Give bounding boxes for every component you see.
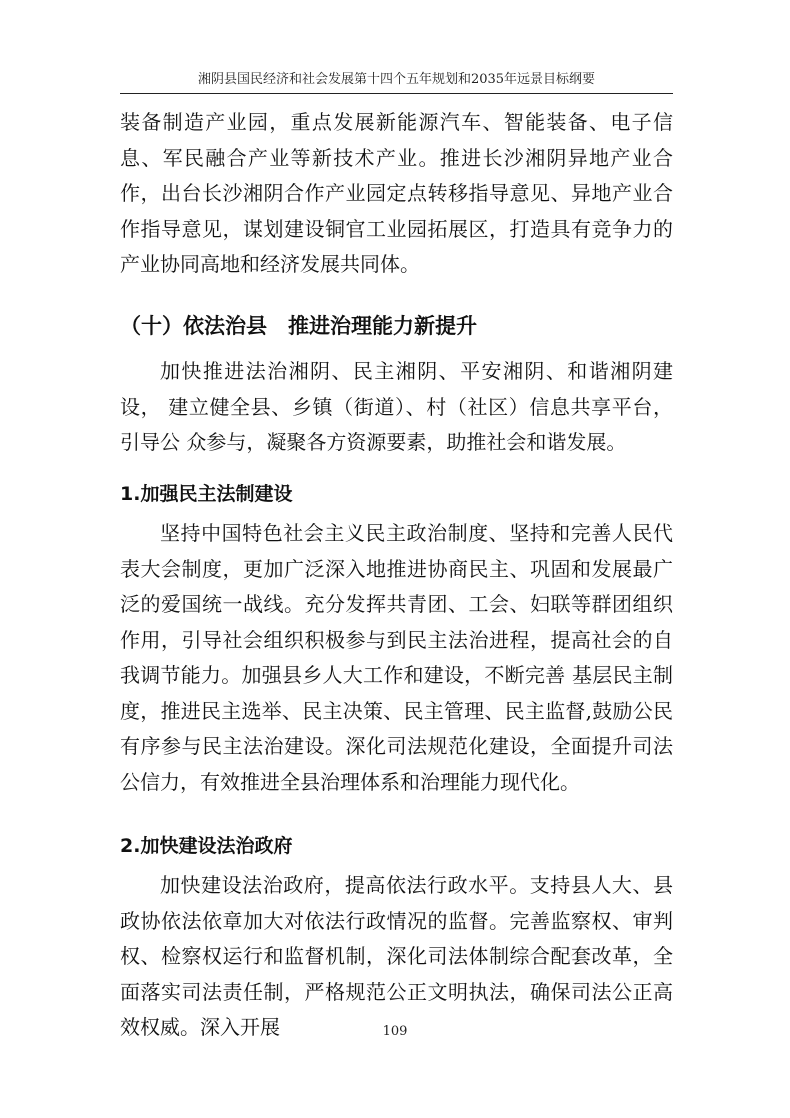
running-header: 湘阴县国民经济和社会发展第十四个五年规划和2035年远景目标纲要: [197, 72, 596, 87]
subsection-1-paragraph: 坚持中国特色社会主义民主政治制度、坚持和完善人民代表大会制度，更加广泛深入地推进协商民主、巩固和发展最广泛的爱国统一战线。充分发挥共青团、工会、妇联等群团组织作用，引导社会组织积极参与到民主法治进程，提高社会的自我调节能力。加强县乡人大工作和建设，不断完善 基层民主制度，推进民主选举、民主决策、民主管理、民主监督,鼓励公民有序参与民主法治建设。深化司法规范化建设，全面提升司法公信力，有效推进全县治理体系和治理能力现代化。: [120, 521, 673, 794]
subsection-2-heading: 2.加快建设法治政府: [120, 835, 293, 857]
page-number: 109: [382, 1024, 408, 1039]
subsection-2-paragraph: 加快建设法治政府，提高依法行政水平。支持县人大、县政协依法依章加大对依法行政情况的监督。完善监察权、审判权、检察权运行和监督机制，深化司法体制综合配套改革，全面落实司法责任制，严格规范公正文明执法，确保司法公正高效权威。深入开展: [120, 873, 673, 1039]
continued-paragraph: 装备制造产业园，重点发展新能源汽车、智能装备、电子信息、军民融合产业等新技术产业。推进长沙湘阴异地产业合作，出台长沙湘阴合作产业园定点转移指导意见、异地产业合作指导意见，谋划建设铜官工业园拓展区，打造具有竞争力的产业协同高地和经济发展共同体。: [120, 110, 673, 276]
section-heading: （十）依法治县 推进治理能力新提升: [120, 314, 477, 338]
subsection-1-heading: 1.加强民主法制建设: [120, 483, 293, 505]
section-intro-paragraph: 加快推进法治湘阴、民主湘阴、平安湘阴、和谐湘阴建设， 建立健全县、乡镇（街道）、村（社区）信息共享平台，引导公 众参与，凝聚各方资源要素，助推社会和谐发展。: [120, 359, 673, 454]
header-rule: [120, 93, 673, 94]
